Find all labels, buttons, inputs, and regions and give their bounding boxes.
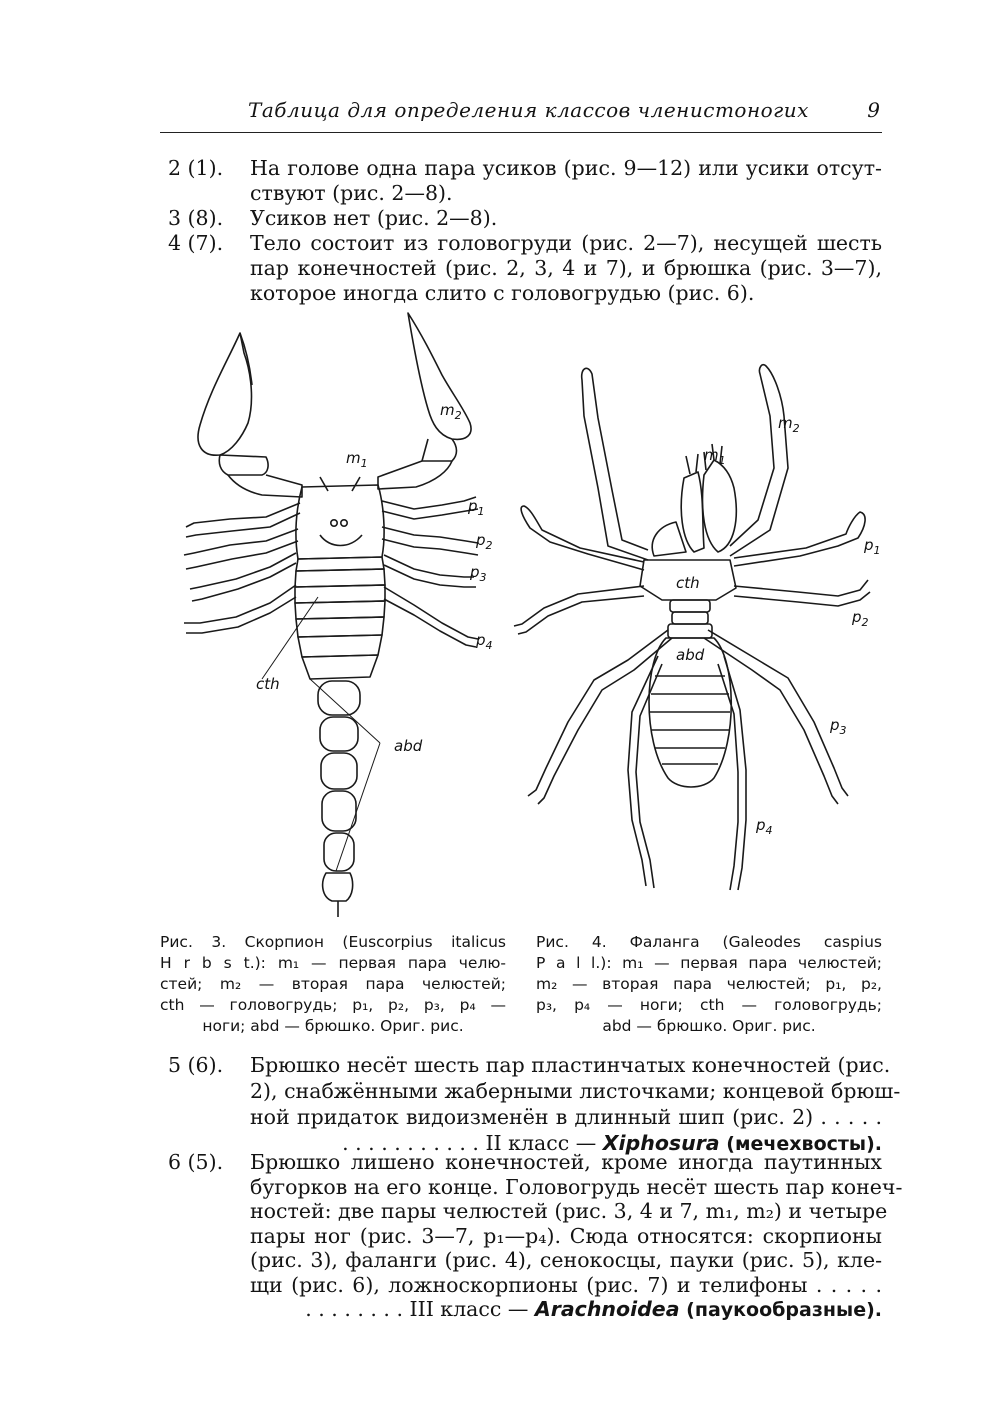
svg-text:p1: $p_1$	[864, 536, 881, 557]
scorpion-label-cth: cth	[256, 675, 280, 693]
class-result-line: . . . . . . . . . . . II класс — Xiphosura (мечехвосты).	[342, 1131, 882, 1155]
entry-number: 6 (5).	[168, 1150, 224, 1174]
entry-line: бугорков на его конце. Головогрудь несёт шесть пар конеч-	[250, 1174, 903, 1199]
entry-line: ностей: две пары челюстей (рис. 3, 4 и 7, m₁, m₂) и четыре	[250, 1199, 888, 1223]
taxon-name: Xiphosura	[602, 1131, 720, 1155]
running-header	[160, 96, 882, 133]
svg-text:p2: $p_2$	[476, 531, 493, 552]
svg-text:p3: $p_3$	[830, 716, 847, 737]
phalanx-label-p4: p	[756, 816, 766, 834]
phalanx-label-p1: p	[864, 536, 874, 554]
scorpion-label-m2: m	[440, 401, 455, 419]
taxon-name: Arachnoidea	[534, 1297, 680, 1321]
scorpion-label-p1: p	[468, 497, 478, 515]
svg-text:m1: $m_1$	[346, 449, 368, 470]
svg-text:p3: $p_3$	[470, 563, 487, 584]
scorpion-label-p2: p	[476, 531, 486, 549]
entry-line: пар конечностей (рис. 2, 3, 4 и 7), и брюшка (рис. 3—7),	[250, 256, 882, 280]
entry-line: 2), снабжёнными жаберными листочками; концевой брюш-	[250, 1079, 901, 1103]
caption-line: Рис. 3. Скорпион (Euscorpius italicus	[160, 933, 506, 951]
taxon-common-name: (мечехвосты).	[719, 1133, 882, 1155]
caption-line: abd — брюшко. Ориг. рис.	[602, 1017, 816, 1035]
scorpion-illustration	[170, 305, 510, 925]
svg-text:m2: $m_2$	[778, 414, 800, 435]
entry-line: На голове одна пара усиков (рис. 9—12) или усики отсут-	[250, 156, 882, 180]
caption-line: H r b s t.): m₁ — первая пара челю-	[160, 954, 506, 972]
caption-line: стей; m₂ — вторая пара челюстей;	[160, 975, 506, 993]
phalanx-label-m1: m	[704, 446, 719, 464]
caption-line: Рис. 4. Фаланга (Galeodes caspius	[536, 933, 882, 951]
scorpion-label-abd: abd	[394, 737, 423, 755]
entry-number: 2 (1).	[168, 156, 224, 180]
scorpion-caption	[160, 932, 506, 1037]
entry-line: ной придаток видоизменён в длинный шип (рис. 2) . . . . .	[250, 1105, 882, 1129]
class-result-line: . . . . . . . . III класс — Arachnoidea (паукообразные).	[305, 1297, 882, 1321]
phalanx-illustration	[508, 360, 888, 905]
taxon-common-name: (паукообразные).	[679, 1299, 882, 1321]
entry-number: 4 (7).	[168, 231, 224, 255]
scorpion-label-p4: p	[476, 631, 486, 649]
entry-line: ствуют (рис. 2—8).	[250, 181, 453, 205]
phalanx-label-cth: cth	[676, 574, 700, 592]
scorpion-label-p3: p	[470, 563, 480, 581]
scorpion-label-m1: m	[346, 449, 361, 467]
entry-number: 5 (6).	[168, 1053, 224, 1077]
entry-line: Брюшко несёт шесть пар пластинчатых конечностей (рис.	[250, 1053, 891, 1077]
svg-text:m2: $m_2$	[440, 401, 462, 422]
svg-text:p2: $p_2$	[852, 608, 869, 629]
entry-line: которое иногда слито с головогрудью (рис. 6).	[250, 281, 755, 305]
caption-line: P a l l.): m₁ — первая пара челюстей;	[536, 954, 882, 972]
entry-line: Усиков нет (рис. 2—8).	[250, 206, 498, 230]
svg-text:p1: $p_1$	[468, 497, 485, 518]
entry-line: щи (рис. 6), ложноскорпионы (рис. 7) и телифоны . . . . .	[250, 1272, 882, 1297]
caption-line: cth — головогрудь; p₁, p₂, p₃, p₄ —	[160, 996, 506, 1014]
svg-text:p4: $p_4$	[756, 816, 773, 837]
entry-line: пары ног (рис. 3—7, p₁—p₄). Сюда относятся: скорпионы	[250, 1223, 882, 1248]
svg-text:m1: $m_1$	[704, 446, 726, 467]
entry-number: 3 (8).	[168, 206, 224, 230]
phalanx-label-abd: abd	[676, 646, 705, 664]
header-title: Таблица для определения классов членистоногих	[248, 98, 809, 122]
entry-line: (рис. 3), фаланги (рис. 4), сенокосцы, пауки (рис. 5), кле-	[250, 1248, 882, 1272]
entry-line: Брюшко лишено конечностей, кроме иногда паутинных	[250, 1150, 882, 1174]
phalanx-caption	[536, 932, 882, 1037]
caption-line: ноги; abd — брюшко. Ориг. рис.	[202, 1017, 464, 1035]
caption-line: p₃, p₄ — ноги; cth — головогрудь;	[536, 996, 882, 1014]
phalanx-label-p3: p	[830, 716, 840, 734]
caption-line: m₂ — вторая пара челюстей; p₁, p₂,	[536, 975, 882, 993]
phalanx-label-m2: m	[778, 414, 793, 432]
page-number: 9	[867, 98, 880, 122]
svg-text:p4: $p_4$	[476, 631, 493, 652]
entry-line: Тело состоит из головогруди (рис. 2—7), несущей шесть	[250, 231, 882, 255]
phalanx-label-p2: p	[852, 608, 862, 626]
